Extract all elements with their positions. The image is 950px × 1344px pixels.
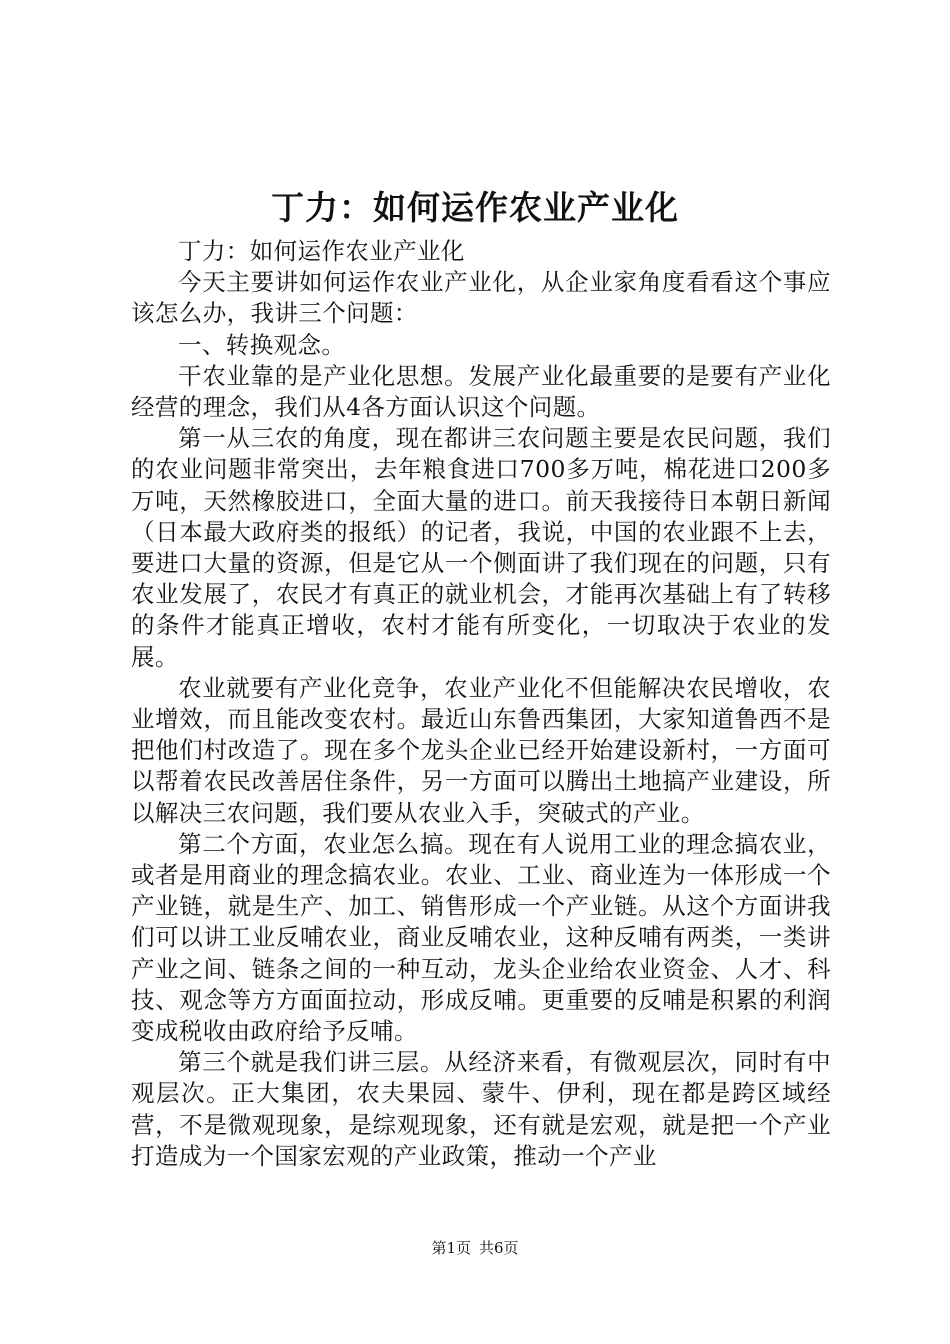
- page-title: 丁力：如何运作农业产业化: [271, 188, 679, 227]
- paragraph-intro: 今天主要讲如何运作农业产业化，从企业家角度看看这个事应该怎么办，我讲三个问题：: [131, 268, 831, 328]
- paragraph: 干农业靠的是产业化思想。发展产业化最重要的是要有产业化经营的理念，我们从4各方面认识这个问题。: [131, 361, 831, 422]
- page-number: 第1页: [431, 1239, 471, 1257]
- page-footer: [0, 1238, 950, 1258]
- paragraph: 第二个方面，农业怎么搞。现在有人说用工业的理念搞农业，或者是用商业的理念搞农业。农业、工业、商业连为一体形成一个产业链，就是生产、加工、销售形成一个产业链。从这个方面讲我们可以讲工业反哺农业，商业反哺农业，这种反哺有两类，一类讲产业之间、链条之间的一种互动，龙头企业给农业资金、人才、科技、观念等方方面面拉动，形成反哺。更重要的反哺是积累的利润变成税收由政府给予反哺。: [131, 829, 831, 1046]
- page-total: 共6页: [479, 1239, 519, 1257]
- paragraph: 农业就要有产业化竞争，农业产业化不但能解决农民增收，农业增效，而且能改变农村。最近山东鲁西集团，大家知道鲁西不是把他们村改造了。现在多个龙头企业已经开始建设新村，一方面可以帮着农民改善居住条件，另一方面可以腾出土地搞产业建设，所以解决三农问题，我们要从农业入手，突破式的产业。: [131, 673, 831, 827]
- paragraph-subtitle: 丁力：如何运作农业产业化: [178, 237, 465, 265]
- paragraph: 第三个就是我们讲三层。从经济来看，有微观层次，同时有中观层次。正大集团，农夫果园、蒙牛、伊利，现在都是跨区域经营，不是微观现象，是综观现象，还有就是宏观，就是把一个产业打造成为一个国家宏观的产业政策，推动一个产业: [131, 1048, 831, 1170]
- section-heading: 一、转换观念。: [178, 330, 346, 359]
- paragraph: 第一从三农的角度，现在都讲三农问题主要是农民问题，我们的农业问题非常突出，去年粮食进口700多万吨，棉花进口200多万吨，天然橡胶进口，全面大量的进口。前天我接待日本朝日新闻（日本最大政府类的报纸）的记者，我说，中国的农业跟不上去，要进口大量的资源，但是它从一个侧面讲了我们现在的问题，只有农业发展了，农民才有真正的就业机会，才能再次基础上有了转移的条件才能真正增收，农村才能有所变化，一切取决于农业的发展。: [131, 424, 831, 671]
- document-body: [131, 236, 831, 1172]
